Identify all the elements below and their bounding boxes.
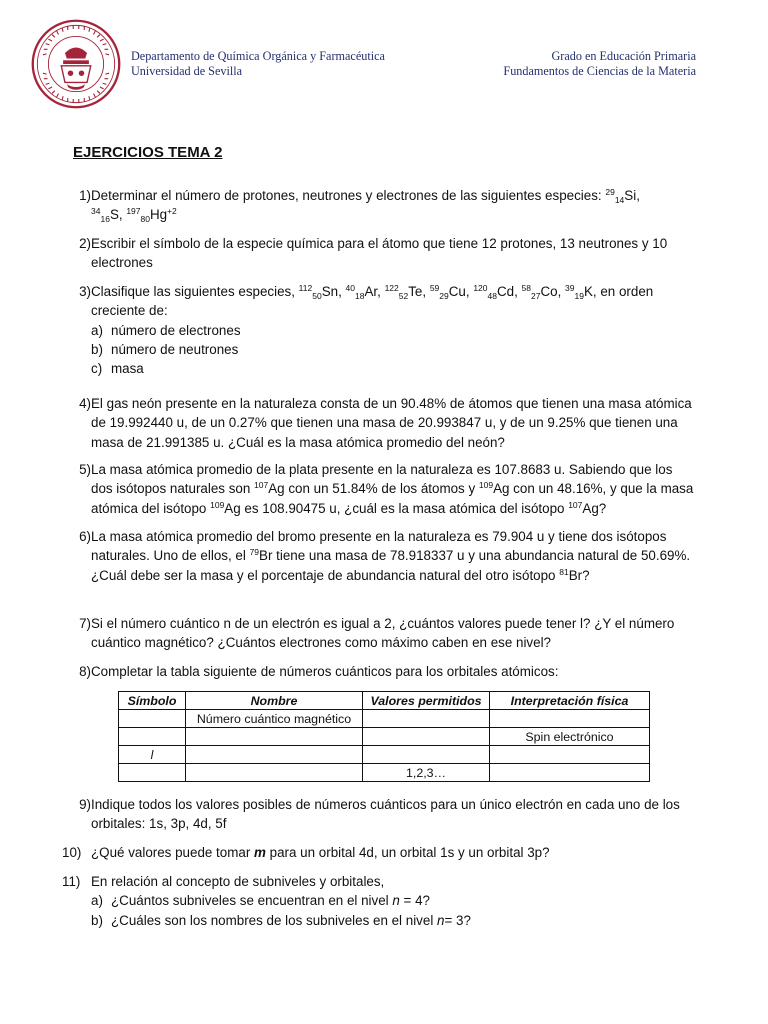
list-item: b) ¿Cuáles son los nombres de los subniveles en el nivel n= 3? [91,912,471,928]
exercise-number: 10) [62,845,82,860]
table-header-row [119,692,650,710]
table-cell [186,764,363,782]
exercise-text: Indique todos los valores posibles de números cuánticos para un único electrón en cada uno de los orbitales: 1s, 3p, 4d, 5f [91,797,680,832]
table-cell [490,710,650,728]
exercise-3-subitems [91,321,695,379]
table-cell: Spin electrónico [490,728,650,746]
exercise-text: ¿Qué valores puede tomar m para un orbital 4d, un orbital 1s y un orbital 3p? [91,845,550,860]
page-title: EJERCICIOS TEMA 2 [73,144,223,161]
exercise-number: 6) [79,529,91,544]
exercise-number: 4) [79,396,91,411]
degree-name: Grado en Educación Primaria [551,49,696,63]
table-cell [186,728,363,746]
exercise-number: 3) [79,284,91,299]
course-name: Fundamentos de Ciencias de la Materia [503,64,696,78]
exercise-text: Si el número cuántico n de un electrón es igual a 2, ¿cuántos valores puede tener l? ¿Y el número cuántico magnético? ¿Cuántos electrones como máximo caben en ese nivel? [91,616,675,651]
university-seal-logo [30,18,122,110]
column-header-name: Nombre [186,692,363,710]
exercise-number: 9) [79,797,91,812]
table-row [119,728,650,746]
table-cell [490,746,650,764]
table-cell: Número cuántico magnético [186,710,363,728]
exercise-text: Determinar el número de protones, neutrones y electrones de las siguientes especies: $^{29}_{14}$Si, $^{34}_{16}$S, $^{197}_{80}Hg^{+2}$ [91,187,640,225]
header-right [503,49,696,79]
header-left [131,49,385,79]
list-item: a) número de electrones [91,322,241,338]
exercise-number: 5) [79,462,91,477]
list-item: a) ¿Cuántos subniveles se encuentran en el nivel n = 4? [91,893,430,909]
list-item: c) masa [91,361,144,377]
table-row [119,710,650,728]
table-cell [363,746,490,764]
exercise-text: Completar la tabla siguiente de números cuánticos para los orbitales atómicos: [91,664,559,679]
exercise-text: Escribir el símbolo de la especie química para el átomo que tiene 12 protones, 13 neutrones y 10 electrones [91,236,668,271]
exercise-text: Clasifique las siguientes especies, $^{112}_{50}$Sn, $^{40}_{18}$Ar, $^{122}_{52}$Te, $^{59}_{29}$Cu, $^{120}_{48}$Cd, $^{58}_{27}$Co, $^{39}_{19}$K, en orden creciente de: a) número de electrones b) número de neutrones c) masa [91,282,695,378]
table-cell [119,710,186,728]
exercise-text: La masa atómica promedio del bromo presente en la naturaleza es 79.904 u y tiene dos isótopos naturales. Uno de ellos, el $^{79}$Br tiene una masa de 78.918337 u y una abundancia natural de 50.69%. ¿Cuál debe ser la masa y el porcentaje de abundancia natural del otro isótopo $^{81}$Br? [91,529,691,583]
list-item: b) número de neutrones [91,341,239,357]
department-name: Departamento de Química Orgánica y Farmacéutica [131,49,385,63]
table-cell [363,728,490,746]
exercise-number: 11) [62,874,81,889]
column-header-physical-meaning: Interpretación física [490,692,650,710]
table-cell: l [119,746,186,764]
exercise-number: 2) [79,236,91,251]
exercise-text: El gas neón presente en la naturaleza consta de un 90.48% de átomos que tienen una masa atómica de 19.992440 u, de un 0.27% que tienen una masa de 20.993847 u, y de un 9.25% que tienen una masa de 21.991385 u. ¿Cuál es la masa atómica promedio del neón? [91,396,692,450]
table-row [119,764,650,782]
table-cell: 1,2,3… [363,764,490,782]
table-cell [119,728,186,746]
exercise-text: La masa atómica promedio de la plata presente en la naturaleza es 107.8683 u. Sabiendo que los dos isótopos naturales son $^{107}$Ag con un 51.84% de los átomos y $^{109}$Ag con un 48.16%, y que la masa atómica del isótopo $^{109}$Ag es 108.90475 u, ¿cuál es la masa atómica del isótopo $^{107}$Ag? [91,462,694,516]
table-cell [363,710,490,728]
exercise-number: 7) [79,616,91,631]
column-header-allowed-values: Valores permitidos [363,692,490,710]
exercise-text: En relación al concepto de subniveles y orbitales, a) ¿Cuántos subniveles se encuentran en el nivel n = 4? b) ¿Cuáles son los nombres de los subniveles en el nivel n= 3? [91,872,695,930]
exercise-number: 1) [79,188,91,203]
column-header-symbol: Símbolo [119,692,186,710]
table-row [119,746,650,764]
table-cell [490,764,650,782]
table-cell [119,764,186,782]
exercise-number: 8) [79,664,91,679]
university-name: Universidad de Sevilla [131,64,243,78]
table-cell [186,746,363,764]
quantum-numbers-table [118,691,650,782]
